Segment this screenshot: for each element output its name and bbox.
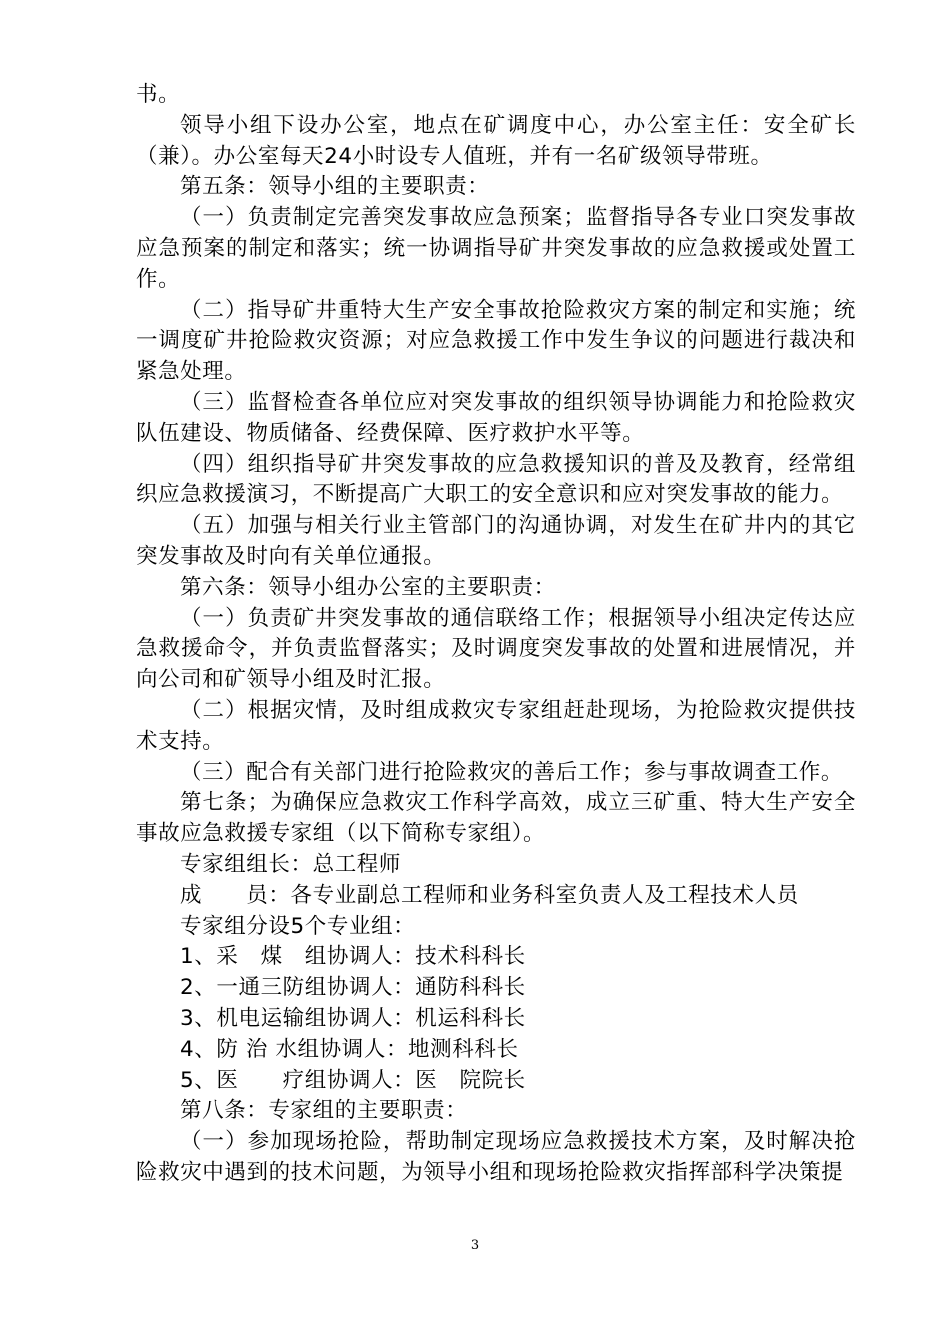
paragraph: （三）监督检查各单位应对突发事故的组织领导协调能力和抢险救灾队伍建设、物质储备、经费保障、医疗救护水平等。: [136, 389, 856, 446]
paragraph: （一）负责制定完善突发事故应急预案；监督指导各专业口突发事故应急预案的制定和落实；统一协调指导矿井突发事故的应急救援或处置工作。: [136, 205, 856, 292]
paragraph: 成 员：各专业副总工程师和业务科室负责人及工程技术人员: [180, 882, 799, 908]
paragraph: 2、一通三防组协调人：通防科科长: [180, 975, 526, 1001]
paragraph: 第八条：专家组的主要职责：: [180, 1098, 468, 1124]
paragraph: 5、医 疗组协调人：医 院院长: [180, 1067, 526, 1093]
paragraph: 第五条：领导小组的主要职责：: [180, 174, 490, 200]
paragraph: 1、采 煤 组协调人：技术科科长: [180, 944, 526, 970]
document-body: [136, 80, 856, 1189]
paragraph: （一）参加现场抢险，帮助制定现场应急救援技术方案，及时解决抢险救灾中遇到的技术问题，为领导小组和现场抢险救灾指挥部科学决策提: [136, 1129, 856, 1185]
paragraph: （三）配合有关部门进行抢险救灾的善后工作；参与事故调查工作。: [180, 759, 844, 785]
paragraph: （五）加强与相关行业主管部门的沟通协调，对发生在矿井内的其它突发事故及时向有关单位通报。: [136, 513, 856, 569]
paragraph: 专家组分设5个专业组：: [180, 913, 416, 939]
paragraph: 书。: [136, 82, 181, 107]
page-number: 3: [470, 1238, 480, 1253]
paragraph: （二）根据灾情，及时组成救灾专家组赶赴现场，为抢险救灾提供技术支持。: [136, 697, 856, 754]
paragraph: （一）负责矿井突发事故的通信联络工作；根据领导小组决定传达应急救援命令，并负责监督落实；及时调度突发事故的处置和进展情况，并向公司和矿领导小组及时汇报。: [136, 605, 856, 693]
paragraph: 第七条；为确保应急救灾工作科学高效，成立三矿重、特大生产安全事故应急救援专家组（以下简称专家组）。: [136, 790, 856, 847]
paragraph: （二）指导矿井重特大生产安全事故抢险救灾方案的制定和实施；统一调度矿井抢险救灾资源；对应急救援工作中发生争议的问题进行裁决和紧急处理。: [136, 297, 856, 385]
paragraph: （四）组织指导矿井突发事故的应急救援知识的普及及教育，经常组织应急救援演习，不断提高广大职工的安全意识和应对突发事故的能力。: [136, 451, 856, 508]
paragraph: 4、防 治 水组协调人：地测科科长: [180, 1036, 519, 1062]
paragraph: 3、机电运输组协调人：机运科科长: [180, 1005, 526, 1031]
paragraph: 第六条：领导小组办公室的主要职责：: [180, 574, 556, 600]
paragraph: 专家组组长：总工程师: [180, 851, 402, 877]
paragraph: 领导小组下设办公室，地点在矿调度中心，办公室主任：安全矿长（兼）。办公室每天24小时设专人值班，并有一名矿级领导带班。: [136, 112, 856, 169]
